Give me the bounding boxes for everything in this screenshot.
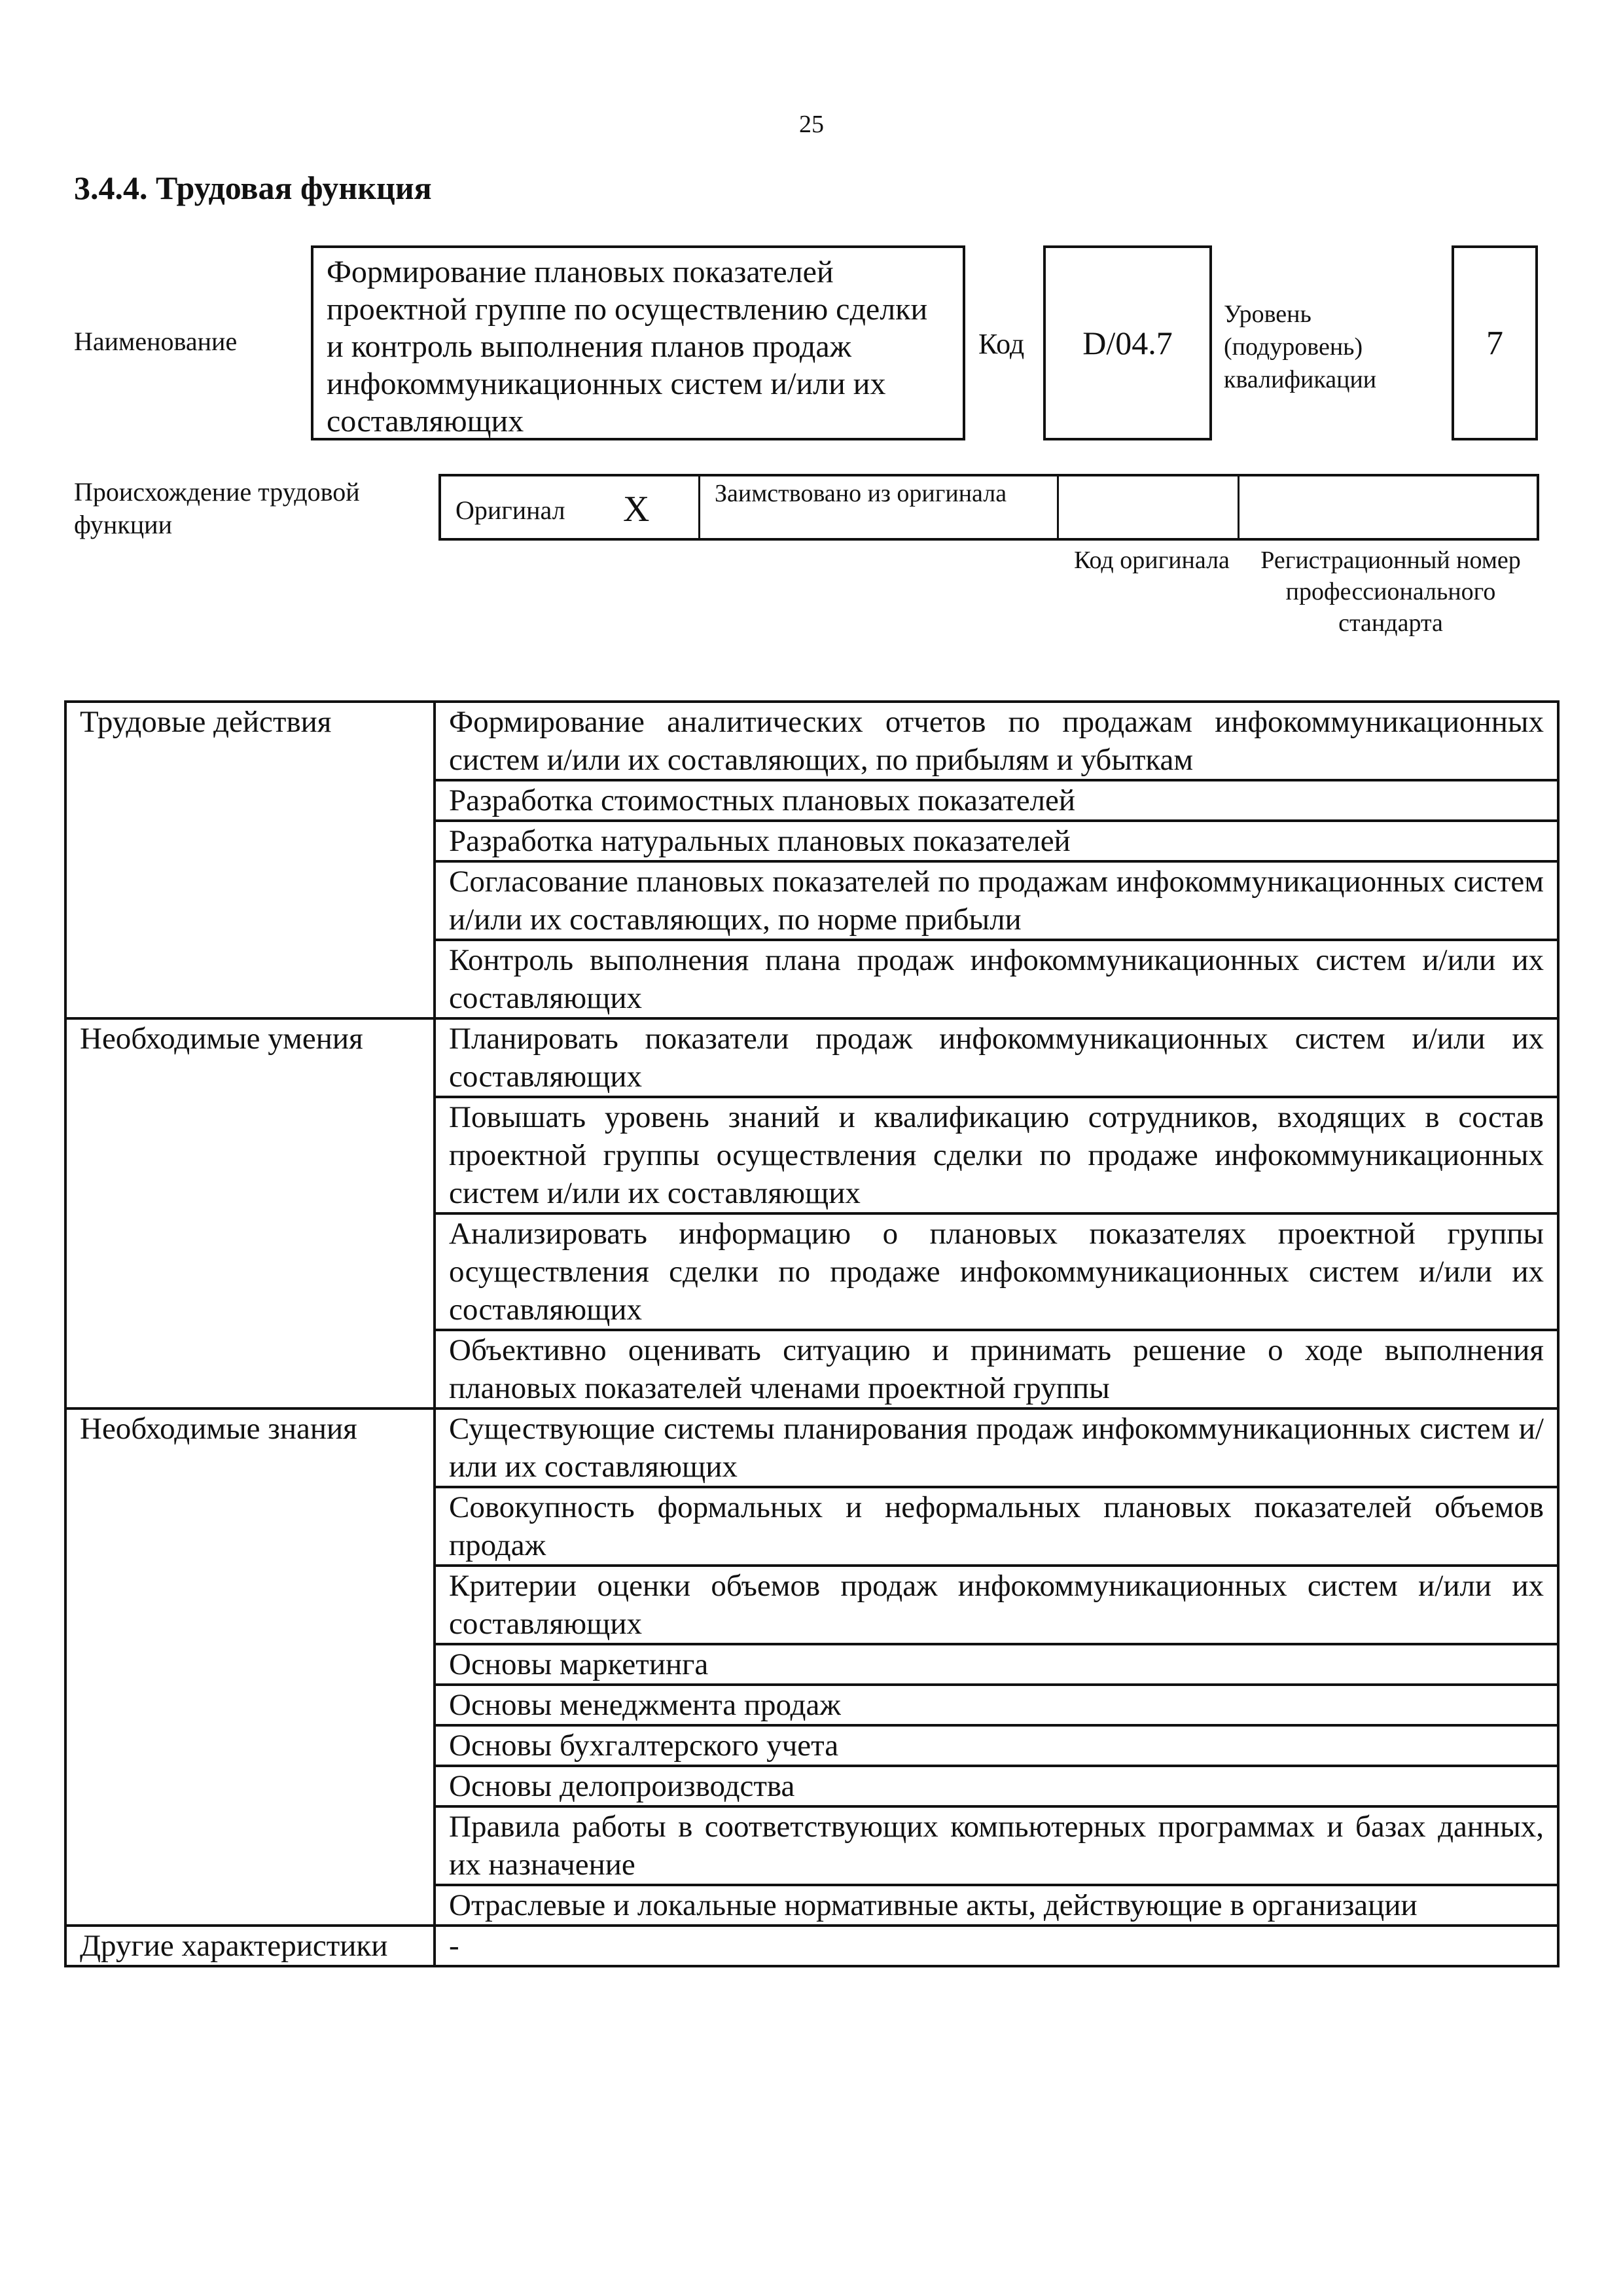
- code-box: [1043, 245, 1212, 440]
- category-cell: Другие характеристики: [65, 1926, 435, 1966]
- requirement-item: Разработка натуральных плановых показателей: [435, 821, 1558, 861]
- code-original-cell: [1059, 476, 1240, 538]
- reg-number-cell: [1240, 476, 1537, 538]
- original-mark: X: [623, 489, 650, 529]
- code-original-caption: Код оригинала: [1074, 547, 1230, 574]
- requirement-item: Объективно оценивать ситуацию и принимать решение о ходе выполнения плановых показателей членами проектной группы: [435, 1330, 1558, 1408]
- section-heading: 3.4.4. Трудовая функция: [74, 170, 432, 206]
- requirement-item: Основы делопроизводства: [435, 1766, 1558, 1806]
- borrowed-label: Заимствовано из оригинала: [715, 480, 1007, 507]
- requirement-item: Анализировать информацию о плановых показателях проектной группы осуществления сделки по продаже инфокоммуникационных систем и/или их составляющих: [435, 1213, 1558, 1330]
- requirement-item: Основы менеджмента продаж: [435, 1685, 1558, 1725]
- borrowed-cell: [700, 476, 1059, 538]
- function-name-box: [311, 245, 965, 440]
- requirement-item: Разработка стоимостных плановых показателей: [435, 780, 1558, 821]
- table-row: [65, 702, 1558, 780]
- requirement-item: -: [435, 1926, 1558, 1966]
- requirement-item: Согласование плановых показателей по продажам инфокоммуникационных систем и/или их составляющих, по норме прибыли: [435, 861, 1558, 940]
- requirement-item: Существующие системы планирования продаж инфокоммуникационных систем и/или их составляющих: [435, 1408, 1558, 1487]
- requirement-item: Критерии оценки объемов продаж инфокоммуникационных систем и/или их составляющих: [435, 1566, 1558, 1644]
- original-label: Оригинал: [455, 495, 565, 525]
- origin-label: Происхождение трудовой функции: [74, 477, 360, 539]
- table-row: [65, 1018, 1558, 1097]
- qualification-level-label: Уровень (подуровень) квалификации: [1224, 300, 1377, 393]
- category-cell: Необходимые умения: [65, 1018, 435, 1408]
- reg-number-caption: Регистрационный номер профессионального стандарта: [1260, 547, 1521, 637]
- requirement-item: Совокупность формальных и неформальных плановых показателей объемов продаж: [435, 1487, 1558, 1566]
- original-cell: [441, 476, 700, 538]
- name-label: Наименование: [74, 327, 238, 356]
- origin-table: [438, 474, 1539, 541]
- requirement-item: Отраслевые и локальные нормативные акты, действующие в организации: [435, 1885, 1558, 1926]
- category-cell: Трудовые действия: [65, 702, 435, 1018]
- requirement-item: Повышать уровень знаний и квалификацию сотрудников, входящих в состав проектной группы осуществления сделки по продаже инфокоммуникационных систем и/или их составляющих: [435, 1097, 1558, 1213]
- table-row: [65, 1408, 1558, 1487]
- code-label: Код: [978, 328, 1025, 360]
- requirement-item: Формирование аналитических отчетов по продажам инфокоммуникационных систем и/или их составляющих, по прибылям и убыткам: [435, 702, 1558, 780]
- requirement-item: Основы маркетинга: [435, 1644, 1558, 1685]
- code-value: D/04.7: [1082, 325, 1173, 361]
- requirement-item: Основы бухгалтерского учета: [435, 1725, 1558, 1766]
- requirements-body: [65, 702, 1558, 1966]
- page-number: 25: [799, 111, 824, 138]
- requirement-item: Правила работы в соответствующих компьютерных программах и базах данных, их назначение: [435, 1806, 1558, 1885]
- requirement-item: Контроль выполнения плана продаж инфокоммуникационных систем и/или их составляющих: [435, 940, 1558, 1018]
- requirements-table: [64, 700, 1560, 1967]
- table-row: [65, 1926, 1558, 1966]
- function-name-value: Формирование плановых показателей проектной группе по осуществлению сделки и контроль выполнения планов продаж инфокоммуникационных систем и/или их составляющих: [327, 255, 928, 439]
- qualification-level-value: 7: [1486, 324, 1503, 362]
- qualification-level-box: [1452, 245, 1538, 440]
- category-cell: Необходимые знания: [65, 1408, 435, 1926]
- requirement-item: Планировать показатели продаж инфокоммуникационных систем и/или их составляющих: [435, 1018, 1558, 1097]
